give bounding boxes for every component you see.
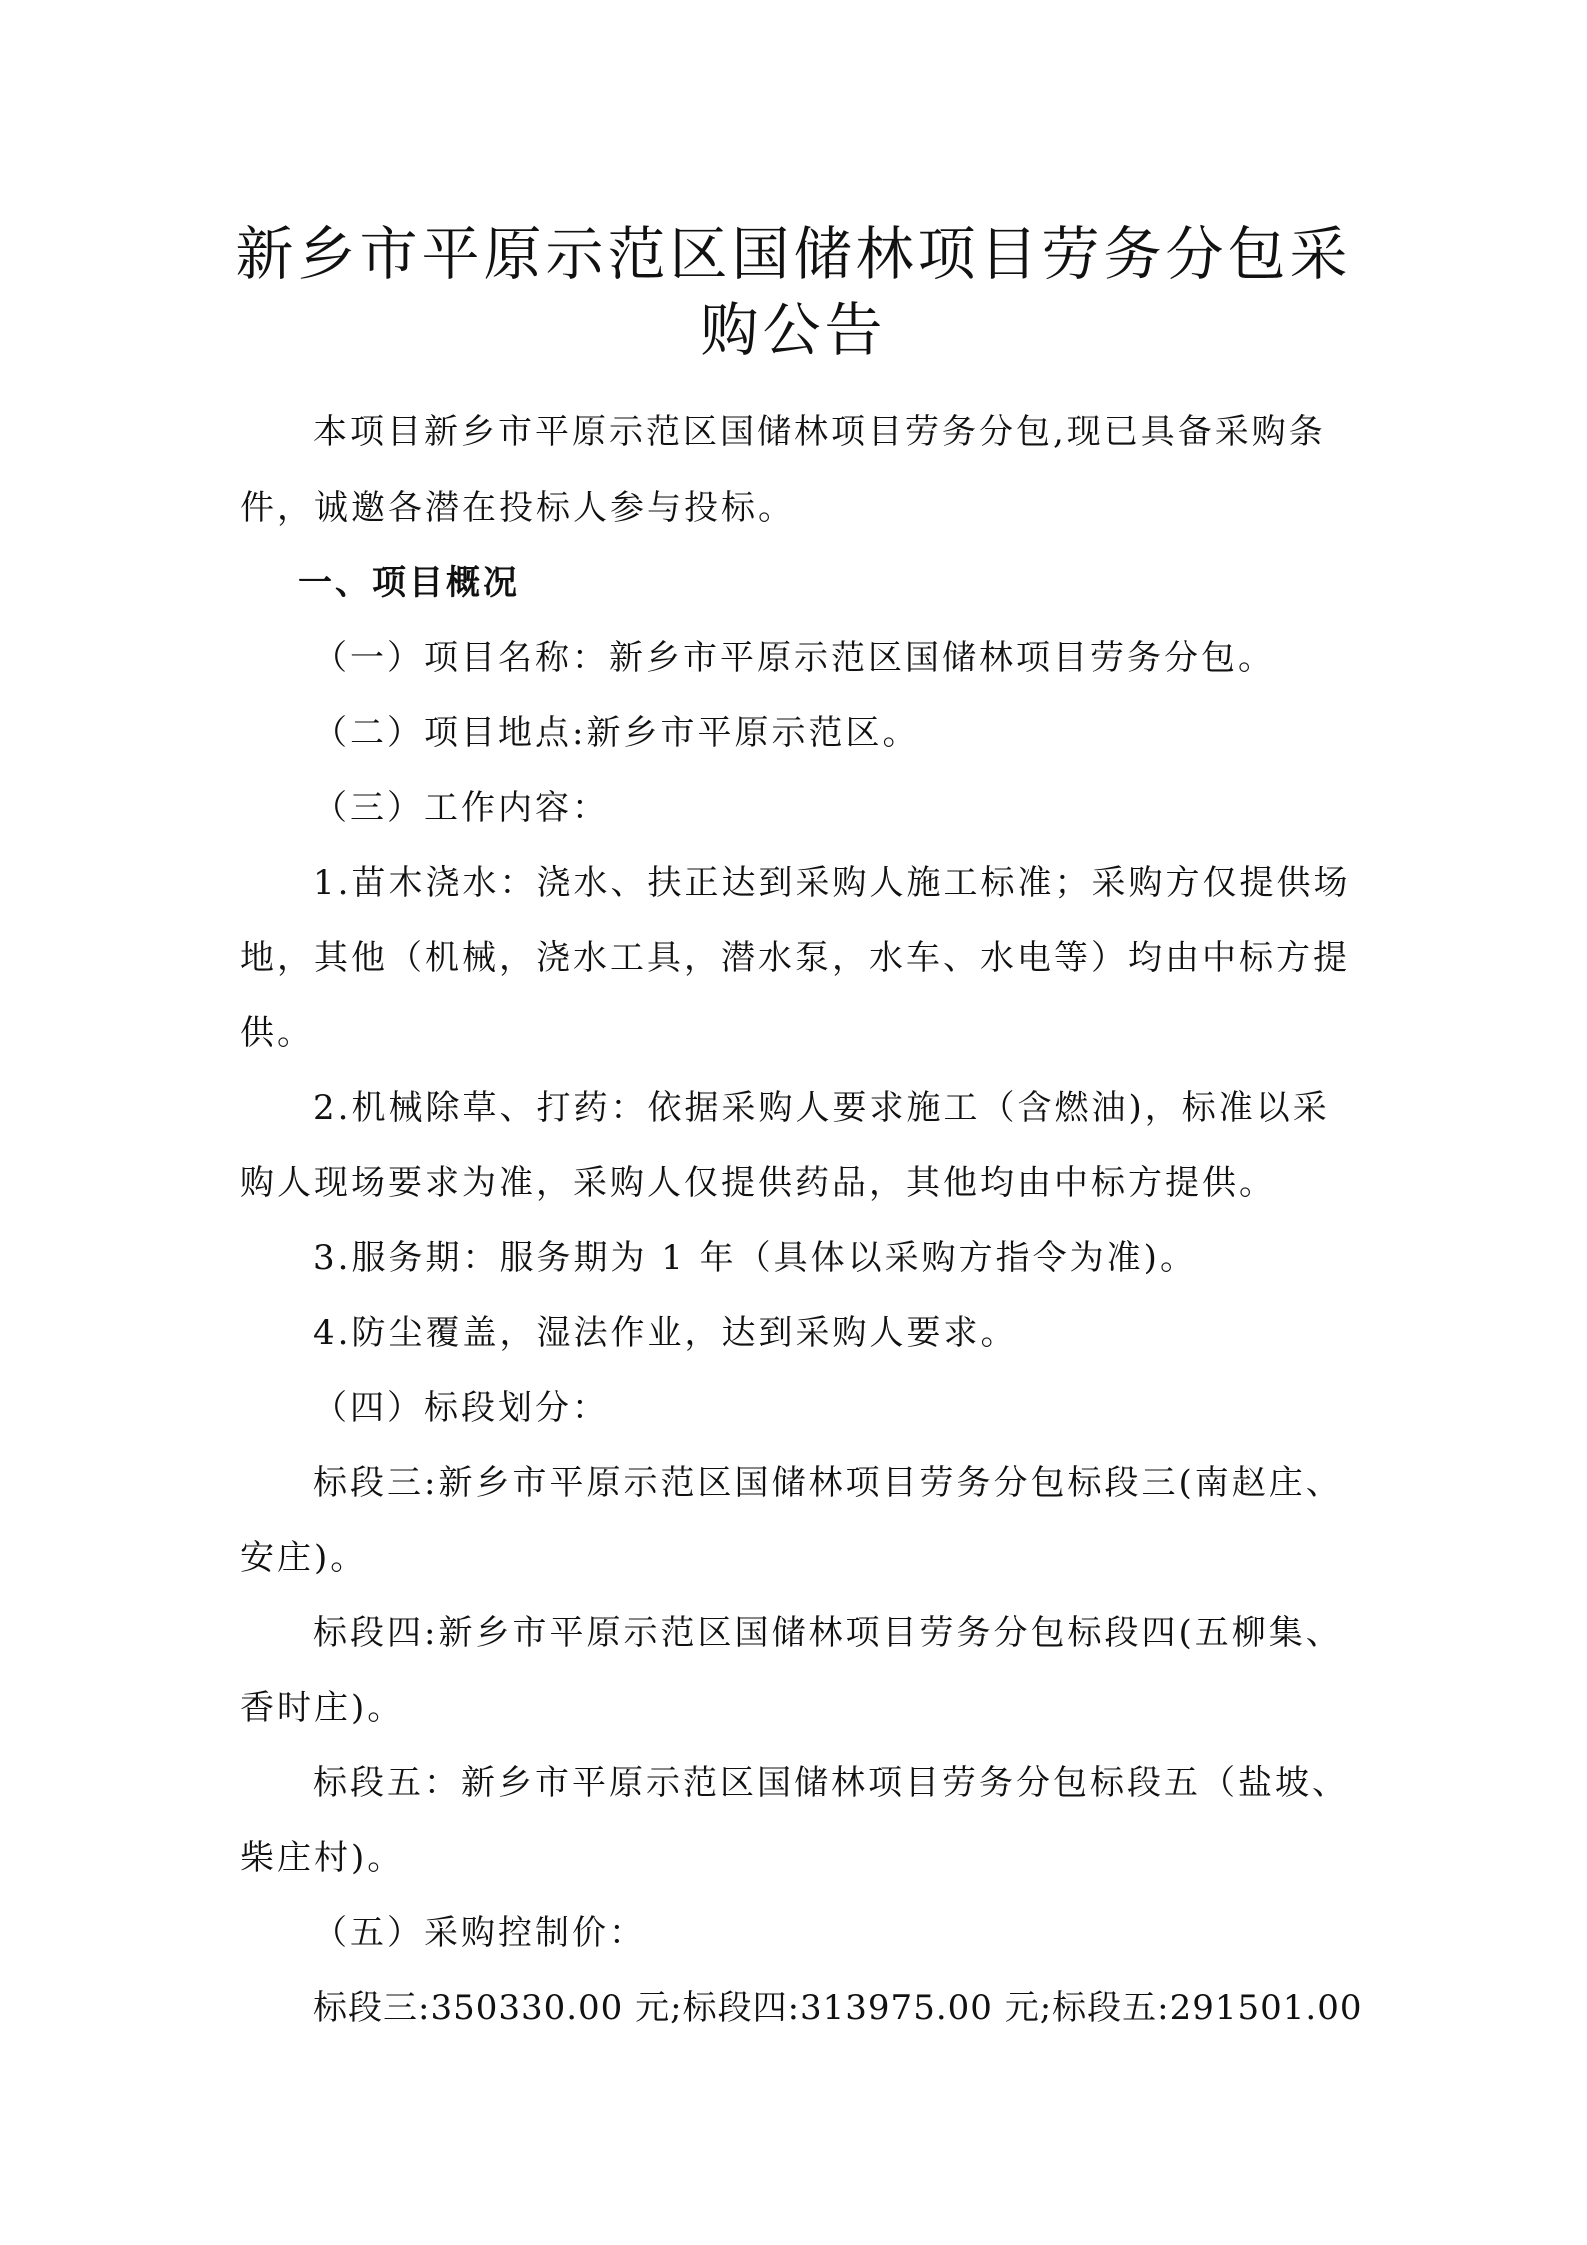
section-heading-project-overview: 一、项目概况	[298, 563, 520, 603]
lot-4-line-1: 标段四:新乡市平原示范区国储林项目劳务分包标段四(五柳集、	[313, 1613, 1343, 1653]
lot-3-line-1: 标段三:新乡市平原示范区国储林项目劳务分包标段三(南赵庄、	[313, 1463, 1343, 1503]
work-item-1-line-3: 供。	[240, 1013, 314, 1053]
item-lot-division: （四）标段划分：	[313, 1388, 609, 1428]
lot-prices-line: 标段三:350330.00 元;标段四:313975.00 元;标段五:291501.00	[313, 1988, 1363, 2028]
lot-5-line-2: 柴庄村)。	[240, 1838, 405, 1878]
document-title-line-1: 新乡市平原示范区国储林项目劳务分包采	[235, 220, 1352, 288]
work-item-2-line-1: 2.机械除草、打药：依据采购人要求施工（含燃油)，标准以采	[313, 1088, 1330, 1128]
intro-paragraph-line-2: 件，诚邀各潜在投标人参与投标。	[240, 488, 795, 528]
work-item-3: 3.服务期：服务期为 1 年（具体以采购方指令为准)。	[313, 1238, 1197, 1278]
item-project-name: （一）项目名称：新乡市平原示范区国储林项目劳务分包。	[313, 638, 1275, 678]
item-work-content: （三）工作内容：	[313, 788, 609, 828]
item-control-price: （五）采购控制价：	[313, 1913, 646, 1953]
intro-paragraph-line-1: 本项目新乡市平原示范区国储林项目劳务分包,现已具备采购条	[313, 412, 1326, 452]
lot-5-line-1: 标段五：新乡市平原示范区国储林项目劳务分包标段五（盐坡、	[313, 1763, 1349, 1803]
document-title-line-2: 购公告	[700, 296, 887, 364]
lot-4-line-2: 香时庄)。	[240, 1688, 405, 1728]
work-item-2-line-2: 购人现场要求为准，采购人仅提供药品，其他均由中标方提供。	[240, 1163, 1276, 1203]
item-project-location: （二）项目地点:新乡市平原示范区。	[313, 713, 920, 753]
work-item-1-line-1: 1.苗木浇水：浇水、扶正达到采购人施工标准；采购方仅提供场	[313, 863, 1351, 903]
work-item-4: 4.防尘覆盖，湿法作业，达到采购人要求。	[313, 1313, 1018, 1353]
work-item-1-line-2: 地，其他（机械，浇水工具，潜水泵，水车、水电等）均由中标方提	[240, 938, 1350, 978]
lot-3-line-2: 安庄)。	[240, 1538, 368, 1578]
